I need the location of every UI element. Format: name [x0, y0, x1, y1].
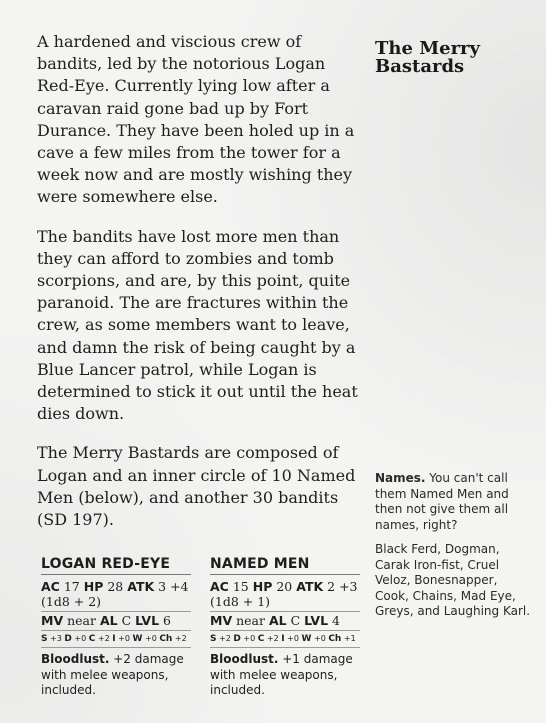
- statblock-combat-row: [210, 578, 360, 612]
- abil-value: +2: [97, 634, 110, 643]
- statblock-abilities: [210, 631, 360, 648]
- sidebar-note: [375, 471, 535, 629]
- names-list: Black Ferd, Dogman, Carak Iron-fist, Cruel Veloz, Bonesnapper, Cook, Chains, Mad Eye, Greys, and Laughing Karl.: [375, 542, 531, 618]
- paragraph-situation: The bandits have lost more men than they can afford to zombies and tomb scorpions, and are, by this point, quite paranoid. The are fractures within the crew, as some members want to leave, and damn the risk of being caught by a Blue Lancer patrol, while Logan is determined to stick it out until the heat dies down.: [37, 226, 358, 424]
- atk-value: 3 +4 (1d8 + 2): [41, 579, 189, 609]
- ac-label: AC: [41, 579, 60, 594]
- atk-label: ATK: [127, 579, 155, 594]
- mv-value: near: [67, 613, 96, 628]
- ac-value: 17: [63, 579, 80, 594]
- names-note: [375, 471, 535, 533]
- atk-label: ATK: [296, 579, 324, 594]
- abil-value: +0: [287, 634, 299, 643]
- lvl-value: 6: [163, 613, 171, 628]
- abil-label: D: [64, 634, 72, 644]
- statblock-combat-row: [41, 578, 191, 612]
- al-value: C: [290, 613, 301, 628]
- abil-value: +0: [313, 634, 326, 643]
- abil-value: +2: [174, 634, 187, 643]
- lvl-value: 4: [332, 613, 340, 628]
- mv-label: MV: [41, 613, 64, 628]
- mv-label: MV: [210, 613, 233, 628]
- abil-value: +0: [144, 634, 157, 643]
- ac-value: 15: [232, 579, 249, 594]
- abil-label: I: [112, 634, 116, 644]
- sidebar-title: The Merry Bastards: [375, 38, 481, 77]
- feature-name: Bloodlust.: [210, 652, 279, 666]
- statblock-name: NAMED MEN: [210, 556, 360, 575]
- abil-value: +0: [118, 634, 130, 643]
- abil-value: +1: [343, 634, 356, 643]
- abil-value: +3: [50, 634, 62, 643]
- abil-label: I: [281, 634, 285, 644]
- statblock-feature: [210, 652, 360, 699]
- statblock-move-row: [210, 612, 360, 631]
- statblock-abilities: [41, 631, 191, 648]
- al-label: AL: [268, 613, 287, 628]
- al-value: C: [121, 613, 132, 628]
- al-label: AL: [99, 613, 118, 628]
- statblock-name: LOGAN RED-EYE: [41, 556, 191, 575]
- names-note-lead: Names.: [375, 471, 426, 485]
- statblock-move-row: [41, 612, 191, 631]
- abil-label: W: [301, 634, 312, 644]
- statblock-logan: [41, 556, 191, 699]
- main-text: [37, 31, 359, 548]
- abil-value: +2: [219, 634, 231, 643]
- abil-label: C: [257, 634, 265, 644]
- abil-label: Ch: [159, 634, 173, 644]
- hp-value: 20: [276, 579, 293, 594]
- lvl-label: LVL: [304, 613, 329, 628]
- ac-label: AC: [210, 579, 229, 594]
- statblock-feature: [41, 652, 191, 699]
- names-note-text: You can't call them Named Men and then not give them all names, right?: [375, 471, 509, 532]
- atk-value: 2 +3 (1d8 + 1): [210, 579, 358, 609]
- feature-name: Bloodlust.: [41, 652, 110, 666]
- feature-text: +2 damage with melee weapons, included.: [41, 652, 184, 697]
- paragraph-intro: A hardened and viscious crew of bandits, led by the notorious Logan Red-Eye. Currently lying low after a caravan raid gone bad up by Fort Durance. They have been holed up in a cave a few miles from the tower for a week now and are mostly wishing they were somewhere else.: [37, 32, 355, 207]
- statblock-named-men: [210, 556, 360, 699]
- lvl-label: LVL: [135, 613, 160, 628]
- abil-value: +0: [243, 634, 256, 643]
- abil-label: S: [210, 634, 217, 644]
- mv-value: near: [236, 613, 265, 628]
- abil-label: W: [132, 634, 143, 644]
- abil-value: +2: [266, 634, 279, 643]
- paragraph-composition: The Merry Bastards are composed of Logan and an inner circle of 10 Named Men (below), and another 30 bandits (SD 197).: [37, 443, 356, 530]
- abil-value: +0: [74, 634, 87, 643]
- feature-text: +1 damage with melee weapons, included.: [210, 652, 353, 697]
- abil-label: D: [233, 634, 241, 644]
- abil-label: S: [41, 634, 48, 644]
- hp-label: HP: [252, 579, 273, 594]
- abil-label: Ch: [328, 634, 342, 644]
- hp-label: HP: [83, 579, 104, 594]
- abil-label: C: [88, 634, 96, 644]
- hp-value: 28: [107, 579, 124, 594]
